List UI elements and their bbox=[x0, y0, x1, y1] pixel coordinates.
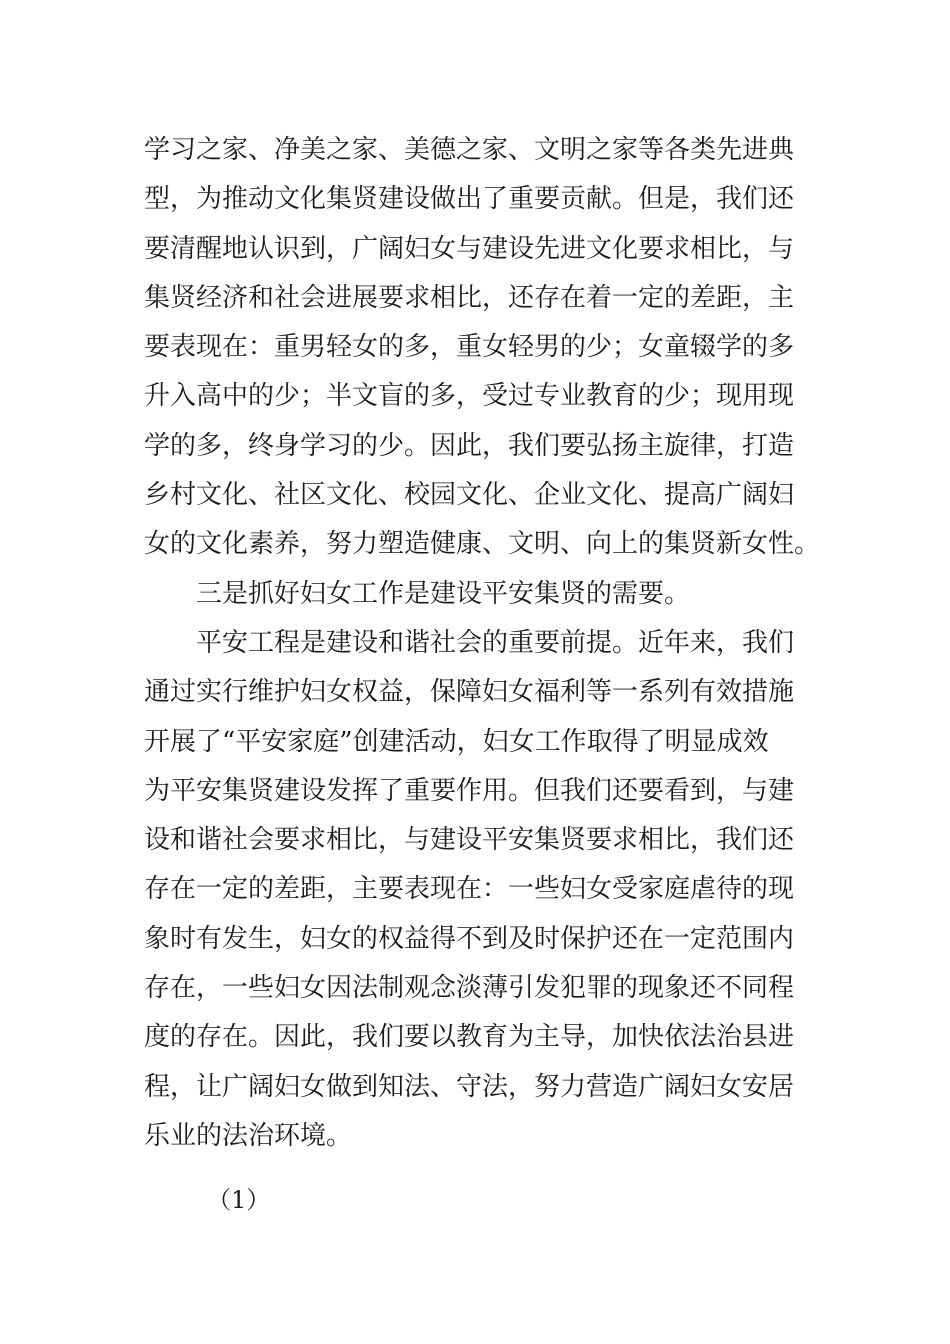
text-line: 升入高中的少；半文盲的多，受过专业教育的少；现用现 bbox=[144, 381, 795, 412]
text-line: 乐业的法治环境。 bbox=[144, 1120, 353, 1151]
text-line: 程，让广阔妇女做到知法、守法，努力营造广阔妇女安居 bbox=[144, 1071, 795, 1102]
text-line: 存在，一些妇女因法制观念淡薄引发犯罪的现象还不同程 bbox=[144, 973, 795, 1004]
text-line: 存在一定的差距，主要表现在：一些妇女受家庭虐待的现 bbox=[144, 874, 795, 905]
text-line: 学的多，终身学习的少。因此，我们要弘扬主旋律，打造 bbox=[144, 430, 795, 461]
text-line: 要表现在：重男轻女的多，重女轻男的少；女童辍学的多 bbox=[144, 332, 795, 363]
text-line: 要清醒地认识到，广阔妇女与建设先进文化要求相比，与 bbox=[144, 233, 795, 264]
text-line: 开展了“平安家庭”创建活动，妇女工作取得了明显成效 bbox=[144, 726, 769, 757]
body-text bbox=[144, 126, 821, 1161]
text-line: 为平安集贤建设发挥了重要作用。但我们还要看到，与建 bbox=[144, 775, 795, 806]
text-line: 集贤经济和社会进展要求相比，还存在着一定的差距，主 bbox=[144, 282, 795, 313]
text-line: 女的文化素养，努力塑造健康、文明、向上的集贤新女性。 bbox=[144, 529, 821, 560]
text-line: 通过实行维护妇女权益，保障妇女福利等一系列有效措施 bbox=[144, 677, 795, 708]
text-line: 象时有发生，妇女的权益得不到及时保护还在一定范围内 bbox=[144, 923, 795, 954]
text-line: 设和谐社会要求相比，与建设平安集贤要求相比，我们还 bbox=[144, 825, 795, 856]
section-heading: 三是抓好妇女工作是建设平安集贤的需要。 bbox=[196, 578, 691, 609]
paragraph-first-line: 平安工程是建设和谐社会的重要前提。近年来，我们 bbox=[196, 627, 795, 658]
text-line: 学习之家、净美之家、美德之家、文明之家等各类先进典 bbox=[144, 135, 795, 165]
page-number: （1） bbox=[207, 1186, 271, 1214]
text-line: 型，为推动文化集贤建设做出了重要贡献。但是，我们还 bbox=[144, 184, 795, 215]
text-line: 乡村文化、社区文化、校园文化、企业文化、提高广阔妇 bbox=[144, 480, 795, 511]
text-line: 度的存在。因此，我们要以教育为主导，加快依法治县进 bbox=[144, 1022, 795, 1053]
